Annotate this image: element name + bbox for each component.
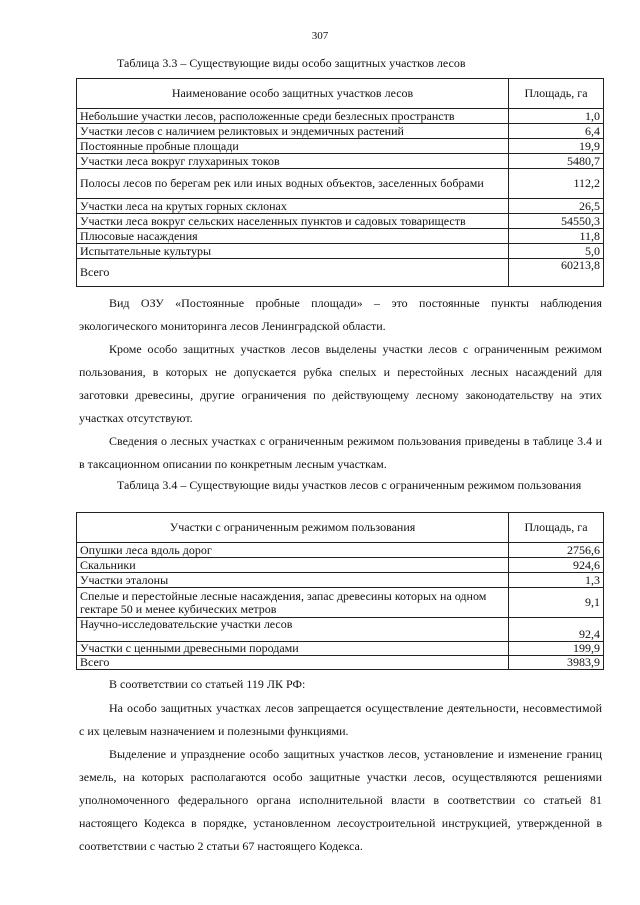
row-name: Всего [77, 656, 509, 670]
row-name: Участки эталоны [77, 573, 509, 588]
table-caption: Таблица 3.4 – Существующие виды участков лесов с ограниченным режимом пользования [117, 478, 582, 492]
table-row [77, 214, 604, 229]
paragraph: Вид ОЗУ «Постоянные пробные площади» – это постоянные пункты наблюдения экологического мониторинга лесов Ленинградской области. [79, 296, 602, 333]
table-row [77, 199, 604, 214]
table-row [77, 124, 604, 139]
row-name: Полосы лесов по берегам рек или иных водных объектов, заселенных бобрами [77, 169, 509, 199]
row-area: 26,5 [509, 199, 604, 214]
row-name: Участки леса вокруг глухариных токов [77, 154, 509, 169]
row-area: 199,9 [509, 642, 604, 656]
page-number: 307 [311, 30, 329, 42]
table-row [77, 229, 604, 244]
row-area: 9,1 [509, 588, 604, 618]
row-area: 5480,7 [509, 154, 604, 169]
body-text-block [79, 675, 602, 858]
table-row [77, 573, 604, 588]
table-row [77, 558, 604, 573]
paragraph: Выделение и упразднение особо защитных участков лесов, установление и изменение границ земель, на которых располагаются особо защитные участки лесов, осуществляются решениями уполномоченного федерального органа исполнительной власти в соответствии со статьей 81 настоящего Кодекса в порядке, установленном лесоустроительной инструкцией, утвержденной в соответствии с частью 2 статьи 67 настоящего Кодекса. [79, 747, 602, 853]
row-area: 6,4 [509, 124, 604, 139]
row-name: Небольшие участки лесов, расположенные среди безлесных пространств [77, 109, 509, 124]
row-name: Научно-исследовательские участки лесов [77, 618, 509, 642]
row-name: Участки леса на крутых горных склонах [77, 199, 509, 214]
row-area: 924,6 [509, 558, 604, 573]
row-area: 1,3 [509, 573, 604, 588]
row-area: 2756,6 [509, 543, 604, 558]
row-area: 112,2 [509, 169, 604, 199]
restricted-use-table [76, 512, 604, 670]
row-name: Скальники [77, 558, 509, 573]
row-name: Опушки леса вдоль дорог [77, 543, 509, 558]
table-row [77, 244, 604, 259]
table-row [77, 642, 604, 656]
table-caption: Таблица 3.3 – Существующие виды особо защитных участков лесов [117, 56, 466, 70]
table-row [77, 139, 604, 154]
column-header: Площадь, га [509, 513, 604, 543]
table-total-row [77, 259, 604, 287]
row-area: 54550,3 [509, 214, 604, 229]
protected-areas-table [76, 78, 604, 287]
row-name: Участки с ценными древесными породами [77, 642, 509, 656]
table-row [77, 618, 604, 642]
row-area: 60213,8 [509, 259, 604, 287]
paragraph: Кроме особо защитных участков лесов выделены участки лесов с ограниченным режимом пользования, в которых не допускается рубка спелых и перестойных лесных насаждений для заготовки древесины, другие ограничения по действующему лесному законодательству на этих участках отсутствуют. [79, 342, 602, 425]
row-name: Испытательные культуры [77, 244, 509, 259]
table-row [77, 543, 604, 558]
column-header: Площадь, га [509, 79, 604, 109]
table-row [77, 169, 604, 199]
row-area: 11,8 [509, 229, 604, 244]
row-name: Постоянные пробные площади [77, 139, 509, 154]
row-name: Плюсовые насаждения [77, 229, 509, 244]
column-header: Наименование особо защитных участков лесов [77, 79, 509, 109]
row-area: 3983,9 [509, 656, 604, 670]
row-name: Участки лесов с наличием реликтовых и эндемичных растений [77, 124, 509, 139]
column-header: Участки с ограниченным режимом пользования [77, 513, 509, 543]
row-name: Участки леса вокруг сельских населенных пунктов и садовых товариществ [77, 214, 509, 229]
paragraph: На особо защитных участках лесов запрещается осуществление деятельности, несовместимой с их целевым назначением и полезными функциями. [79, 701, 602, 738]
table-row [77, 109, 604, 124]
row-area: 1,0 [509, 109, 604, 124]
row-area: 19,9 [509, 139, 604, 154]
paragraph: Сведения о лесных участках с ограниченным режимом пользования приведены в таблице 3.4 и в таксационном описании по конкретным лесным участкам. [79, 434, 602, 471]
row-name: Спелые и перестойные лесные насаждения, запас древесины которых на одном гектаре 50 и менее кубических метров [77, 588, 509, 618]
table-row [77, 588, 604, 618]
table-row [77, 154, 604, 169]
row-area: 92,4 [509, 618, 604, 642]
paragraph: В соответствии со статьей 119 ЛК РФ: [109, 677, 306, 691]
row-area: 5,0 [509, 244, 604, 259]
body-text-block [79, 292, 602, 476]
table-total-row [77, 656, 604, 670]
row-name: Всего [77, 259, 509, 287]
